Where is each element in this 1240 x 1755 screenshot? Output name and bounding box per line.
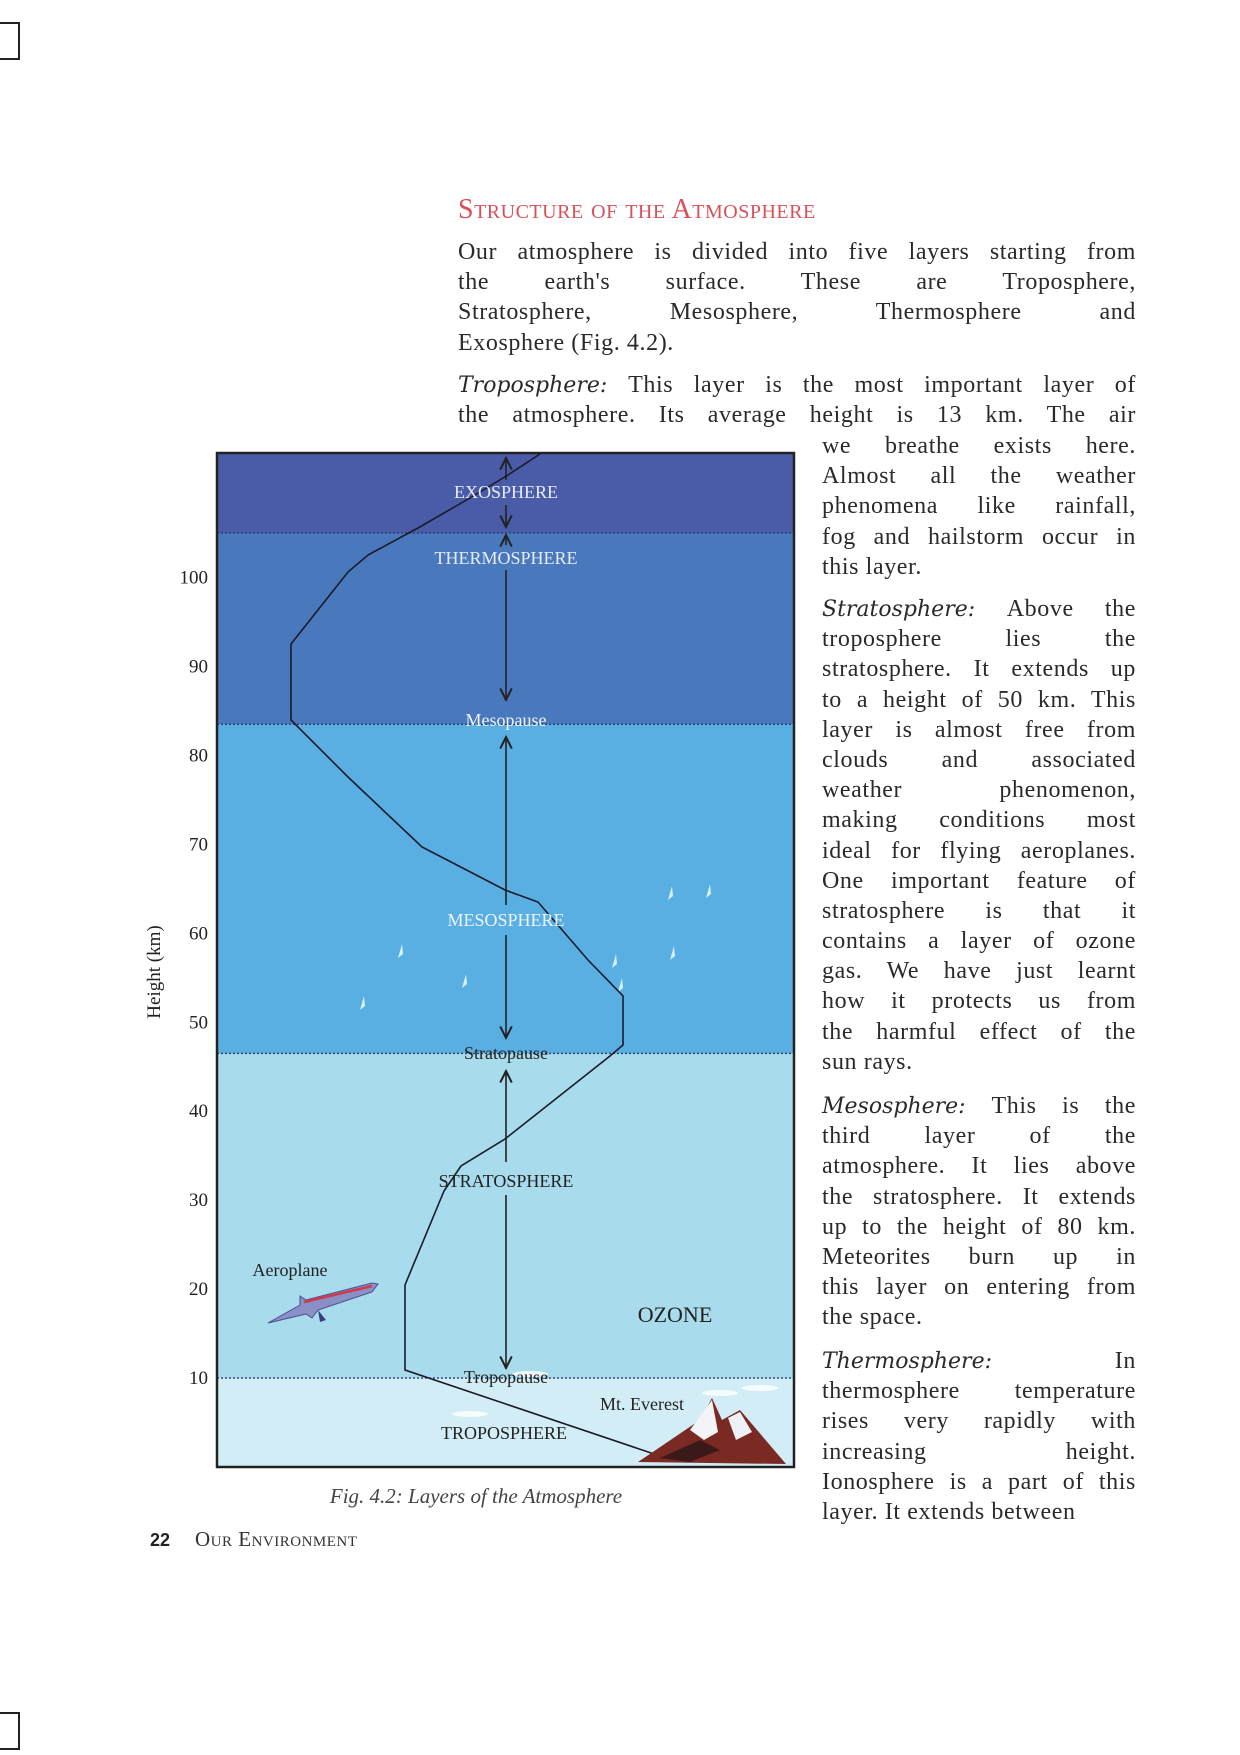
paragraph-lead: Mesosphere: bbox=[822, 1094, 992, 1119]
text-line: thermosphere temperature bbox=[822, 1378, 1136, 1405]
label-exosphere: EXOSPHERE bbox=[453, 482, 559, 502]
text-line: making conditions most bbox=[822, 807, 1136, 834]
text-line: the atmosphere. Its average height is 13 km. The air bbox=[458, 402, 1136, 429]
tick-label: 70 bbox=[189, 834, 208, 856]
text-line: third layer of the bbox=[822, 1123, 1136, 1150]
text-line: Our atmosphere is divided into five layers starting from bbox=[458, 239, 1136, 265]
tick-label: 80 bbox=[189, 745, 208, 767]
text-line: increasing height. bbox=[822, 1438, 1136, 1465]
tick-label: 100 bbox=[179, 567, 208, 589]
label-mesopause: Mesopause bbox=[465, 710, 547, 730]
text-line: atmosphere. It lies above bbox=[822, 1153, 1136, 1180]
label-tropopause: Tropopause bbox=[463, 1367, 549, 1387]
cloud-icon bbox=[702, 1390, 738, 1396]
text-line: phenomena like rainfall, bbox=[822, 493, 1136, 520]
label-mesosphere: MESOSPHERE bbox=[447, 910, 565, 930]
text-line: the earth's surface. These are Troposphere, bbox=[458, 269, 1136, 296]
text-line: clouds and associated bbox=[822, 746, 1136, 773]
text-line: Mesosphere: This is the bbox=[822, 1093, 1136, 1119]
page-number: 22 bbox=[150, 1530, 171, 1550]
text-line: Troposphere: This layer is the most important layer of bbox=[458, 372, 1136, 398]
label-stratosphere: STRATOSPHERE bbox=[438, 1171, 574, 1191]
text-line: stratosphere is that it bbox=[822, 897, 1136, 924]
text-line: weather phenomenon, bbox=[822, 777, 1136, 804]
text-line: how it protects us from bbox=[822, 988, 1136, 1015]
text-line: to a height of 50 km. This bbox=[822, 686, 1136, 713]
tick-label: 20 bbox=[189, 1279, 208, 1301]
figure-caption: Fig. 4.2: Layers of the Atmosphere bbox=[329, 1484, 623, 1508]
label-aeroplane: Aeroplane bbox=[252, 1260, 328, 1280]
tick-label: 40 bbox=[189, 1101, 208, 1123]
text-line: fog and hailstorm occur in bbox=[822, 523, 1136, 550]
text-line: troposphere lies the bbox=[822, 626, 1136, 653]
label-thermosphere: THERMOSPHERE bbox=[434, 548, 578, 568]
text-line: gas. We have just learnt bbox=[822, 958, 1136, 985]
text-line: ideal for flying aeroplanes. bbox=[822, 837, 1136, 864]
text-line: Exosphere (Fig. 4.2). bbox=[458, 329, 674, 356]
text-line: Meteorites burn up in bbox=[822, 1243, 1136, 1270]
cloud-icon bbox=[742, 1385, 778, 1391]
text-line: contains a layer of ozone bbox=[822, 928, 1136, 955]
tick-label: 50 bbox=[189, 1012, 208, 1034]
text-line: Almost all the weather bbox=[822, 463, 1136, 490]
paragraph-lead: Thermosphere: bbox=[822, 1349, 1115, 1374]
text-line: stratosphere. It extends up bbox=[822, 656, 1136, 683]
paragraph-lead: Troposphere: bbox=[458, 373, 629, 398]
text-line: the space. bbox=[822, 1304, 923, 1331]
text-line: layer is almost free from bbox=[822, 716, 1136, 743]
text-line: this layer on entering from bbox=[822, 1274, 1136, 1301]
tick-label: 30 bbox=[189, 1190, 208, 1212]
tick-label: 60 bbox=[189, 923, 208, 945]
label-everest: Mt. Everest bbox=[600, 1394, 684, 1414]
text-line: Stratosphere: Above the bbox=[822, 596, 1136, 622]
text-line: One important feature of bbox=[822, 867, 1136, 894]
section-title: Structure of the Atmosphere bbox=[458, 194, 816, 225]
y-axis-label: Height (km) bbox=[144, 925, 165, 1019]
text-line: the stratosphere. It extends bbox=[822, 1183, 1136, 1210]
text-line: up to the height of 80 km. bbox=[822, 1213, 1136, 1240]
text-line: Ionosphere is a part of this bbox=[822, 1468, 1136, 1495]
label-ozone: OZONE bbox=[637, 1302, 713, 1327]
cloud-icon bbox=[452, 1411, 488, 1417]
text-line: layer. It extends between bbox=[822, 1498, 1076, 1525]
paragraph-lead: Stratosphere: bbox=[822, 597, 1007, 622]
text-line: sun rays. bbox=[822, 1048, 913, 1075]
tick-label: 10 bbox=[189, 1368, 208, 1390]
text-line: we breathe exists here. bbox=[822, 433, 1136, 459]
text-line: Thermosphere: In bbox=[822, 1348, 1136, 1374]
text-line: this layer. bbox=[822, 553, 922, 580]
tick-label: 90 bbox=[189, 656, 208, 678]
label-troposphere: TROPOSPHERE bbox=[440, 1423, 568, 1443]
book-title: Our Environment bbox=[195, 1527, 358, 1551]
text-line: Stratosphere, Mesosphere, Thermosphere and bbox=[458, 299, 1136, 326]
text-line: rises very rapidly with bbox=[822, 1408, 1136, 1435]
text-line: the harmful effect of the bbox=[822, 1018, 1136, 1045]
label-stratopause: Stratopause bbox=[464, 1043, 548, 1063]
